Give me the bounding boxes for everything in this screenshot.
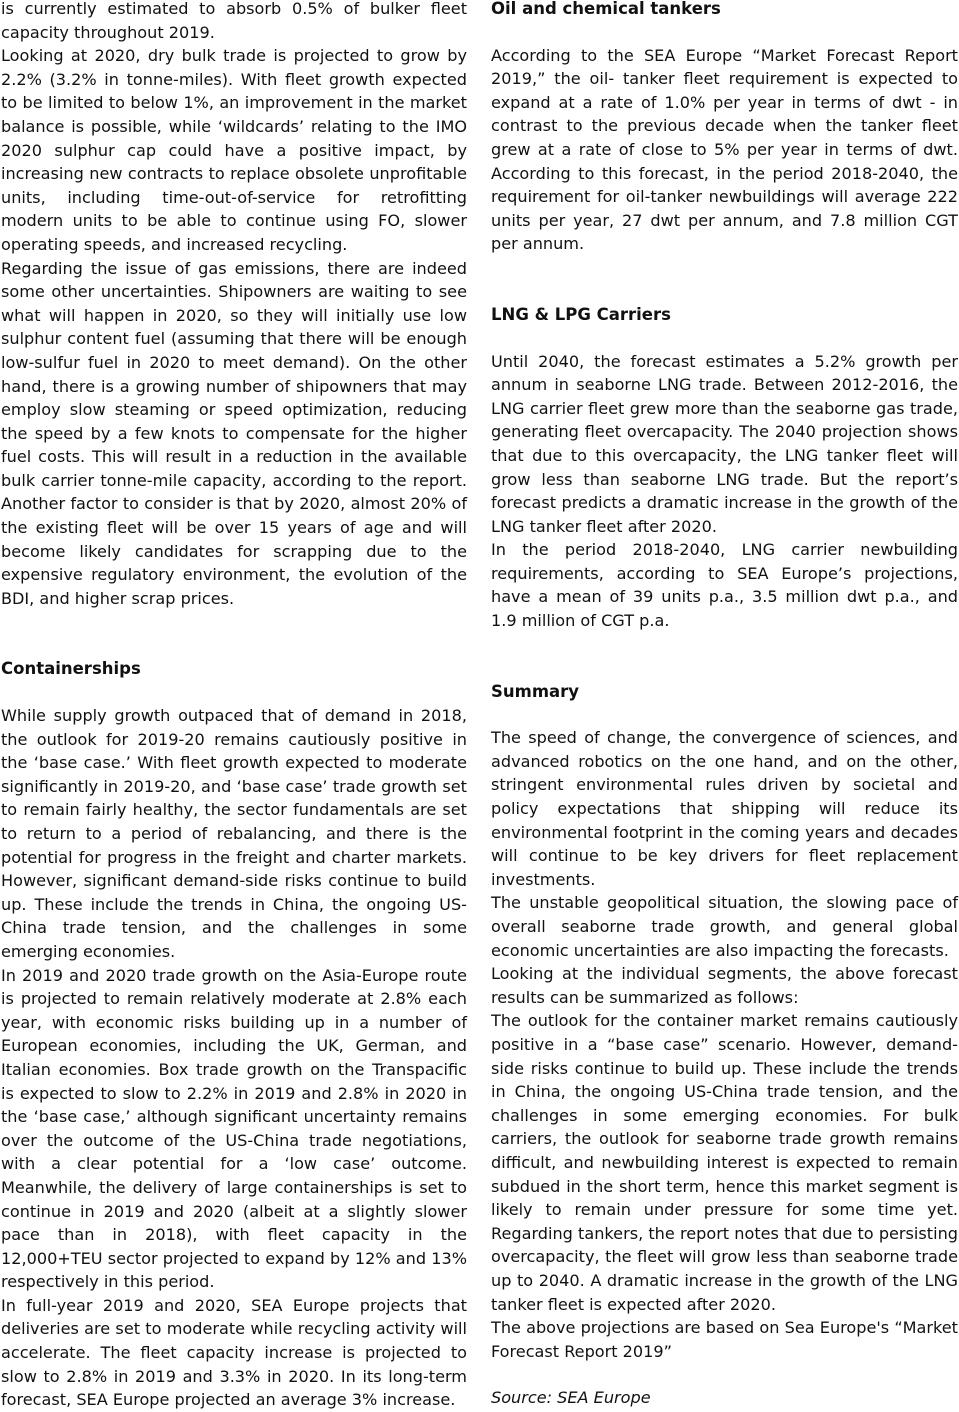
left-column bbox=[1, 0, 467, 1412]
paragraph-bulker-capacity: is currently estimated to absorb 0.5% of bulker fleet capacity throughout 2019. bbox=[1, 0, 467, 42]
source-credit: Source: SEA Europe bbox=[491, 1388, 651, 1408]
heading-oil-chemical-tankers: Oil and chemical tankers bbox=[491, 0, 721, 18]
paragraph-summary-drivers: The speed of change, the convergence of sciences, and advanced robotics on the one hand, and on the other, stringent environmental rules driven by societal and policy expectations that shipping will reduce its environmental footprint in the coming years and decades will continue to be key drivers for fleet replacement investments. bbox=[491, 728, 958, 889]
paragraph-deliveries-forecast: In full-year 2019 and 2020, SEA Europe projects that deliveries are set to moderate while recycling activity will accelerate. The fleet capacity increase is projected to slow to 2.8% in 2019 and 3.3% in 2020. In its long-term forecast, SEA Europe projected an average 3% increase. bbox=[1, 1295, 467, 1410]
paragraph-lng-trade: Until 2040, the forecast estimates a 5.2% growth per annum in seaborne LNG trade. Between 2012-2016, the LNG carrier fleet grew more than the seaborne gas trade, generating fleet overcapacity. The 2040 projection shows that due to this overcapacity, the LNG tanker fleet will grow less than seaborne LNG trade. But the report’s forecast predicts a dramatic increase in the growth of the LNG tanker fleet after 2020. bbox=[491, 351, 958, 536]
paragraph-summary-projections: The above projections are based on Sea Europe's “Market Forecast Report 2019” bbox=[491, 1318, 958, 1361]
paragraph-containerships-outlook: While supply growth outpaced that of demand in 2018, the outlook for 2019-20 remains cautiously positive in the ‘base case.’ With fleet growth expected to moderate significantly in 2019-20, and ‘base case’ trade growth set to remain fairly healthy, the sector fundamentals are set to return to a period of rebalancing, and there is the potential for progress in the freight and charter markets. However, significant demand-side risks continue to build up. These include the trends in China, the ongoing US-China trade tension, and the challenges in some emerging economies. bbox=[1, 706, 467, 961]
paragraph-lng-newbuilding: In the period 2018-2040, LNG carrier newbuilding requirements, according to SEA Europe’s projections, have a mean of 39 units p.a., 3.5 million dwt p.a., and 1.9 million of CGT p.a. bbox=[491, 540, 958, 631]
paragraph-asia-europe-trade: In 2019 and 2020 trade growth on the Asia-Europe route is projected to remain relatively moderate at 2.8% each year, with economic risks building up in a number of European economies, including the UK, German, and Italian economies. Box trade growth on the Transpacific is expected to slow to 2.2% in 2019 and 2.8% in 2020 in the ‘base case,’ although significant uncertainty remains over the outcome of the US-China trade negotiations, with a clear potential for a ‘low case’ outcome. Meanwhile, the delivery of large containerships is set to continue in 2019 and 2020 (albeit at a slightly slower pace than in 2018), with fleet capacity in the 12,000+TEU sector projected to expand by 12% and 13% respectively in this period. bbox=[1, 965, 467, 1292]
paragraph-summary-geopolitical: The unstable geopolitical situation, the slowing pace of overall seaborne trade growth, and general global economic uncertainties are also impacting the forecasts. bbox=[491, 893, 958, 960]
heading-summary: Summary bbox=[491, 681, 580, 701]
paragraph-dry-bulk-2020: Looking at 2020, dry bulk trade is projected to grow by 2.2% (3.2% in tonne-miles). With fleet growth expected to be limited to below 1%, an improvement in the market balance is possible, while ‘wildcards’ relating to the IMO 2020 sulphur cap could have a positive impact, by increasing new contracts to replace obsolete unprofitable units, including time-out-of-service for retrofitting modern units to be able to continue using FO, slower operating speeds, and increased recycling. bbox=[1, 46, 467, 254]
paragraph-gas-emissions: Regarding the issue of gas emissions, there are indeed some other uncertainties. Shipowners are waiting to see what will happen in 2020, so they will initially use low sulphur content fuel (assuming that there will be enough low-sulfur fuel in 2020 to meet demand). On the other hand, there is a growing number of shipowners that may employ slow steaming or speed optimization, reducing the speed by a few knots to compensate for the higher fuel costs. This will result in a reduction in the available bulk carrier tonne-mile capacity, according to the report. Another factor to consider is that by 2020, almost 20% of the existing fleet will be over 15 years of age and will become likely candidates for scrapping due to the expensive regulatory environment, the evolution of the BDI, and higher scrap prices. bbox=[1, 258, 467, 608]
paragraph-summary-outlook: The outlook for the container market remains cautiously positive in a “base case” scenario. However, demand-side risks continue to build up. These include the trends in China, the ongoing US-China trade tension, and the challenges in some emerging economies. For bulk carriers, the outlook for seaborne trade growth remains difficult, and newbuilding interest is expected to remain subdued in the short term, hence this market segment is likely to remain under pressure for some time yet. Regarding tankers, the report notes that due to persisting overcapacity, the fleet will grow less than seaborne trade up to 2040. A dramatic increase in the growth of the LNG tanker fleet is expected after 2020. bbox=[491, 1011, 958, 1314]
paragraph-summary-segments: Looking at the individual segments, the above forecast results can be summarized as follows: bbox=[491, 964, 958, 1007]
right-column bbox=[491, 0, 958, 1410]
heading-lng-lpg-carriers: LNG & LPG Carriers bbox=[491, 304, 671, 324]
heading-containerships: Containerships bbox=[1, 659, 141, 679]
paragraph-oil-tankers: According to the SEA Europe “Market Forecast Report 2019,” the oil- tanker fleet requirement is expected to expand at a rate of 1.0% per year in terms of dwt - in contrast to the previous decade when the tanker fleet grew at a rate of close to 5% per year in terms of dwt. According to this forecast, in the period 2018-2040, the requirement for oil-tanker newbuildings will average 222 units per year, 27 dwt per annum, and 7.8 million CGT per annum. bbox=[491, 45, 958, 254]
